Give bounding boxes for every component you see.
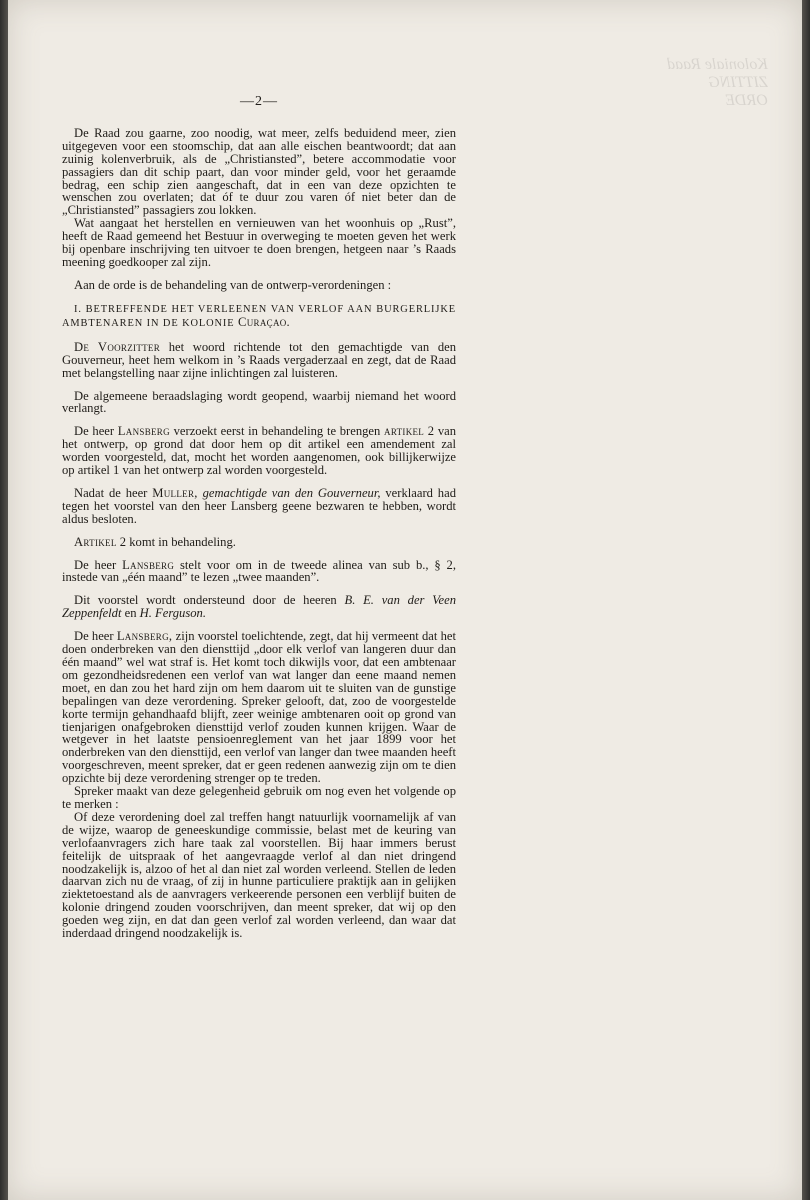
agenda-heading-main: I. BETREFFENDE HET VERLEENEN VAN VERLOF AAN BURGERLIJKE AMBTENAREN IN DE KOLONIE <box>62 303 456 330</box>
bleed-line: Koloniale Raad <box>667 56 768 73</box>
paragraph-ondersteund <box>62 594 456 620</box>
agenda-heading-tail: Curaçao. <box>238 315 290 330</box>
paragraph-text: het woord richtende tot den gemachtigde van den Gouverneur, heet hem welkom in ’s Raads vergaderzaal en zegt, dat de Raad met belangstelling naar zijne inlichtingen zal luisteren. <box>62 339 457 380</box>
speaker-name: Lansberg, <box>116 629 173 644</box>
speaker-name: Muller, <box>152 485 198 500</box>
text-column <box>62 96 456 940</box>
paragraph-text: en <box>121 606 140 621</box>
paragraph-lansberg-voorstel <box>62 559 456 585</box>
bleed-line: ZITTING <box>708 74 768 91</box>
page-number: —2— <box>240 94 278 109</box>
paragraph-text: zijn voorstel toelichtende, zegt, dat hij vermeent dat het doen onderbreken van den diensttijd „door elk verlof van langeren duur dan één maand” wel wat straf is. Het komt toch dikwijls voor, dat een ambtenaar om gezondheidsredenen een verlof van wat langer dan eene maand nemen moet, en dan zou het hard zijn om hem daarom uit te sluiten van de gunstige bepalingen van deze verordening. Spreker gelooft, dat, zoo de voorgestelde korte termijn gehandhaafd blijft, zeer weinige ambtenaren ooit op grond van tienjarigen onafgebroken diensttijd verlof zouden kunnen krijgen. Waar de wetgever in het laatste pensioenreglement van het jaar 1899 voor het onderbreken van den diensttijd, een verlof van langer dan twee maanden heeft voorgeschreven, meent spreker, dat er geen redenen aanwezig zijn om te dien opzichte bij deze verordening strenger op te treden. <box>62 629 456 786</box>
paragraph-commissie: Of deze verordening doel zal treffen hangt natuurlijk voornamelijk af van de wijze, waarop de geneeskundige commissie, belast met de keuring van verlofaanvragers zich hare taak zal voorstellen. Bij haar immers berust feitelijk de uitspraak of het aangevraagde verlof al dan niet dringend noodzakelijk is, alzoo of het al dan niet zal worden verleend. Stellen de leden daarvan zich nu de vraag, of zij in hunne particuliere praktijk aan in gelijken ziektetoestand als de aanvragers verkeerende personen een verblijf buiten de kolonie dringend zouden voorschrijven, dan meent spreker, dat wij op den goeden weg zijn, en dat dan geen verlof zal worden verleend, dan waar dat inderdaad dringend noodzakelijk is. <box>62 809 456 941</box>
agenda-heading <box>62 304 456 331</box>
speaker-role: gemachtigde van den Gouverneur, <box>197 485 381 500</box>
paragraph-text: 2 komt in behandeling. <box>116 534 236 549</box>
paragraph-lansberg-toelichting <box>62 630 456 785</box>
person-name: B. E. van der Veen Zeppenfeldt <box>62 593 456 621</box>
paragraph-voorzitter <box>62 341 456 380</box>
paragraph-text: De heer <box>74 629 117 644</box>
paragraph-text: verklaard had tegen het voorstel van den heer Lansberg geene bezwaren te hebben, wordt aldus besloten. <box>62 485 456 526</box>
speaker-name: Lansberg <box>122 557 175 572</box>
scan-border-left <box>0 0 8 1200</box>
paragraph-artikel-2 <box>62 536 456 549</box>
paragraph-text: De heer <box>74 424 118 439</box>
paragraph-woonhuis: Wat aangaat het herstellen en vernieuwen van het woonhuis op „Rust”, heeft de Raad gemeend het Bestuur in overweging te moeten geven het werk bij openbare inschrijving ten uitvoer te doen brengen, hetgeen naar ’s Raads meening goedkooper zal zijn. <box>62 216 456 269</box>
article-label: Artikel <box>74 534 117 549</box>
paragraph-spreker: Spreker maakt van deze gelegenheid gebruik om nog even het volgende op te merken : <box>62 784 456 811</box>
paragraph-orde: Aan de orde is de behandeling van de ontwerp-verordeningen : <box>74 277 392 292</box>
paragraph-muller <box>62 487 456 526</box>
paragraph-text: stelt voor om in de tweede alinea van sub b., § 2, instede van „één maand” te lezen „twee maanden”. <box>62 557 456 585</box>
paragraph-stoomschip: De Raad zou gaarne, zoo noodig, wat meer, zelfs beduidend meer, zien uitgegeven voor een stoomschip, dat aan alle eischen beantwoordt; dat aan zuinig kolenverbruik, als de „Christiansted”, betere accommodatie voor passagiers dan dit schip paart, dan voor minder geld, voor het geraamde bedrag, een schip zien aangeschaft, dat in een van deze opzichten te wenschen zou overlaten; dat óf te duur zou varen óf niet beter dan de „Christiansted” passagiers zou lokken. <box>62 125 456 218</box>
paragraph-text: verzoekt eerst in behandeling te brengen <box>169 424 385 439</box>
paragraph-text: De heer <box>74 557 123 572</box>
speaker-name: De Voorzitter <box>74 339 161 354</box>
paragraph-text: Nadat de heer <box>74 485 153 500</box>
scan-border-right <box>802 0 810 1200</box>
paragraph-text: 2 van het ontwerp, op grond dat door hem op dit artikel een amendement zal worden voorgesteld, dat, mocht het worden aangenomen, ook billijkerwijze op artikel 1 van het ontwerp zal worden voorgesteld. <box>62 424 457 478</box>
paragraph-text: Dit voorstel wordt ondersteund door de heeren <box>74 593 345 608</box>
paragraph-lansberg-verzoek <box>62 425 456 477</box>
paragraph-beraadslaging: De algemeene beraadslaging wordt geopend, waarbij niemand het woord verlangt. <box>62 388 456 416</box>
bleed-through-text <box>528 56 768 136</box>
speaker-name: Lansberg <box>117 424 170 439</box>
bleed-line: ORDE <box>725 92 768 109</box>
person-name: H. Ferguson. <box>139 606 207 621</box>
article-label: artikel <box>384 424 425 439</box>
